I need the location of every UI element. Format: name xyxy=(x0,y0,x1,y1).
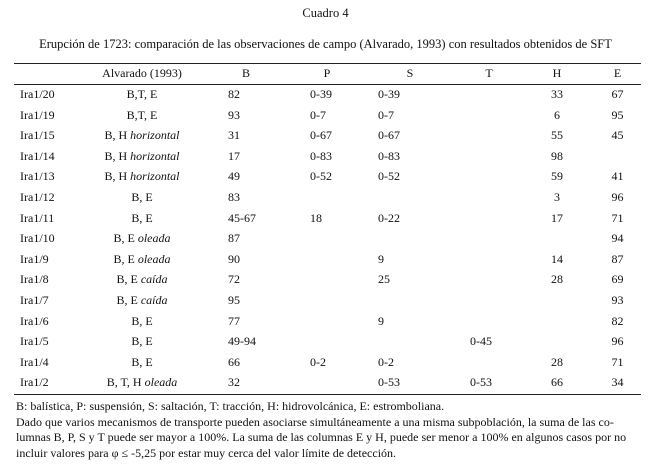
cell-b: 66 xyxy=(228,354,240,369)
alvarado-mechanisms: B, H xyxy=(104,169,131,184)
cell-p xyxy=(292,269,362,290)
table-row xyxy=(14,331,641,352)
cell-sample-id: Ira1/12 xyxy=(20,189,55,204)
notes-line-4: incluir valores para φ ≤ -5,25 por estar muy cerca del valor límite de detección. xyxy=(16,445,397,460)
table-row xyxy=(14,372,641,393)
header-b: B xyxy=(241,66,250,80)
cell-e: 45 xyxy=(611,128,624,143)
cell-t xyxy=(458,84,520,105)
cell-h: 55 xyxy=(551,128,563,143)
alvarado-qualifier: horizontal xyxy=(130,128,180,143)
cell-e: 71 xyxy=(611,210,624,225)
cell-s: 0-22 xyxy=(378,210,400,225)
cell-b: 49-94 xyxy=(228,334,256,349)
table-row xyxy=(14,105,641,126)
cell-t xyxy=(458,125,520,146)
notes-line-2: Dado que varios mecanismos de transporte pueden asociarse simultáneamente a una misma subpoblación, la suma de las co- xyxy=(16,414,614,429)
cell-sample-id: Ira1/5 xyxy=(20,334,49,349)
header-p: P xyxy=(323,66,331,80)
cell-b: 93 xyxy=(228,107,240,122)
cell-b: 49 xyxy=(228,169,240,184)
cell-b: 32 xyxy=(228,375,240,390)
alvarado-mechanisms: B, H xyxy=(104,128,131,143)
cell-p: 0-39 xyxy=(310,87,332,101)
cell-e: 82 xyxy=(611,313,624,328)
table-row xyxy=(14,146,641,167)
alvarado-mechanisms: B, E xyxy=(131,354,153,369)
cell-p: 0-52 xyxy=(310,169,332,184)
table-notes xyxy=(16,399,641,461)
cell-alvarado xyxy=(84,166,200,187)
cell-alvarado xyxy=(84,125,200,146)
cell-p xyxy=(292,228,362,249)
alvarado-qualifier: horizontal xyxy=(130,169,180,184)
comparison-table xyxy=(14,63,641,393)
cell-t xyxy=(458,311,520,332)
table-header xyxy=(14,63,641,84)
cell-e: 87 xyxy=(611,251,624,266)
cell-e: 41 xyxy=(611,169,624,184)
table-row xyxy=(14,208,641,229)
cell-h: 14 xyxy=(551,251,563,266)
cell-h: 6 xyxy=(554,107,560,122)
header-id xyxy=(14,63,84,84)
cell-h: 3 xyxy=(554,189,560,204)
alvarado-mechanisms: B, E xyxy=(116,272,141,287)
cell-t xyxy=(458,352,520,373)
cell-p: 0-67 xyxy=(310,128,332,143)
cell-s: 0-67 xyxy=(378,128,400,143)
cell-b: 31 xyxy=(228,128,240,143)
table-body xyxy=(14,84,641,393)
cell-p: 0-2 xyxy=(310,354,326,369)
alvarado-qualifier: oleada xyxy=(137,251,171,266)
cell-p xyxy=(292,311,362,332)
header-alvarado: Alvarado (1993) xyxy=(102,66,182,80)
cell-sample-id: Ira1/4 xyxy=(20,354,49,369)
table-row xyxy=(14,352,641,373)
cell-alvarado xyxy=(84,146,200,167)
cell-e: 96 xyxy=(611,334,624,349)
cell-e: 95 xyxy=(611,107,624,122)
cell-b: 83 xyxy=(228,189,240,204)
header-row xyxy=(14,63,641,84)
alvarado-qualifier: caída xyxy=(140,292,168,307)
cell-sample-id: Ira1/19 xyxy=(20,107,55,122)
cell-p: 0-7 xyxy=(310,107,326,122)
cell-h xyxy=(520,228,594,249)
cell-t: 0-53 xyxy=(470,375,492,390)
cell-s: 0-52 xyxy=(378,169,400,184)
cell-t xyxy=(458,290,520,311)
table-row xyxy=(14,187,641,208)
alvarado-qualifier: oleada xyxy=(137,231,171,246)
cell-alvarado xyxy=(84,84,200,105)
cell-sample-id: Ira1/14 xyxy=(20,148,55,163)
cell-h: 28 xyxy=(551,272,563,287)
cell-alvarado xyxy=(84,372,200,393)
cell-b: 90 xyxy=(228,251,240,266)
cell-p xyxy=(292,249,362,270)
alvarado-mechanisms: B, T, H xyxy=(106,375,145,390)
cell-b: 17 xyxy=(228,148,240,163)
alvarado-mechanisms: B,T, E xyxy=(126,107,158,122)
cell-h: 33 xyxy=(551,87,563,101)
alvarado-mechanisms: B, E xyxy=(131,210,153,225)
cell-s: 25 xyxy=(378,272,390,287)
cell-alvarado xyxy=(84,249,200,270)
cell-b: 45-67 xyxy=(228,210,256,225)
cell-e: 34 xyxy=(611,375,624,390)
cell-t xyxy=(458,166,520,187)
cell-alvarado xyxy=(84,208,200,229)
cell-e: 93 xyxy=(611,292,624,307)
cell-s: 0-39 xyxy=(378,87,400,101)
table-row xyxy=(14,249,641,270)
cell-p xyxy=(292,290,362,311)
alvarado-mechanisms: B, E xyxy=(113,231,138,246)
cell-s xyxy=(362,187,458,208)
cell-alvarado xyxy=(84,105,200,126)
cell-e: 71 xyxy=(611,354,624,369)
alvarado-qualifier: horizontal xyxy=(130,148,180,163)
cell-sample-id: Ira1/8 xyxy=(20,272,49,287)
cell-h: 28 xyxy=(551,354,563,369)
cell-s: 0-83 xyxy=(378,148,400,163)
cell-e: 69 xyxy=(611,272,624,287)
alvarado-mechanisms: B, E xyxy=(113,251,138,266)
cell-b: 82 xyxy=(228,87,240,101)
alvarado-mechanisms: B,T, E xyxy=(126,87,158,101)
bottom-rule xyxy=(14,394,641,395)
cell-h xyxy=(520,290,594,311)
cell-sample-id: Ira1/2 xyxy=(20,375,49,390)
cell-s: 0-7 xyxy=(378,107,394,122)
notes-line-3: lumnas B, P, S y T puede ser mayor a 100%. La suma de las columnas E y H, puede ser menor a 100% en algunos casos por no xyxy=(16,430,627,444)
cell-sample-id: Ira1/6 xyxy=(20,313,49,328)
cell-alvarado xyxy=(84,290,200,311)
cell-sample-id: Ira1/7 xyxy=(20,292,49,307)
cell-h: 98 xyxy=(551,148,563,163)
cell-h: 59 xyxy=(551,169,563,184)
cell-b: 87 xyxy=(228,231,240,246)
cell-h: 66 xyxy=(551,375,563,390)
header-h: H xyxy=(552,66,562,80)
header-s: S xyxy=(406,66,414,80)
cell-sample-id: Ira1/9 xyxy=(20,251,49,266)
cell-s xyxy=(362,331,458,352)
cell-h: 17 xyxy=(551,210,563,225)
alvarado-qualifier: oleada xyxy=(144,375,178,390)
cell-sample-id: Ira1/13 xyxy=(20,169,55,184)
cell-b: 72 xyxy=(228,272,240,287)
cell-e xyxy=(594,146,641,167)
cell-t xyxy=(458,105,520,126)
cell-alvarado xyxy=(84,228,200,249)
cell-p: 0-83 xyxy=(310,148,332,163)
cell-t xyxy=(458,228,520,249)
table-title: Erupción de 1723: comparación de las observaciones de campo (Alvarado, 1993) con resultados obtenidos de SFT xyxy=(39,37,612,51)
alvarado-mechanisms: B, E xyxy=(131,334,153,349)
table-row xyxy=(14,290,641,311)
cell-s: 0-53 xyxy=(378,375,400,390)
header-e: E xyxy=(613,66,622,80)
cell-sample-id: Ira1/20 xyxy=(20,87,55,101)
cell-alvarado xyxy=(84,311,200,332)
cell-alvarado xyxy=(84,187,200,208)
cell-h xyxy=(520,311,594,332)
table-row xyxy=(14,269,641,290)
notes-legend: B: balística, P: suspensión, S: saltación, T: tracción, H: hidrovolcánica, E: estromboliana. xyxy=(16,399,445,413)
cell-t xyxy=(458,208,520,229)
cell-t xyxy=(458,269,520,290)
cell-sample-id: Ira1/11 xyxy=(20,210,55,225)
cell-alvarado xyxy=(84,352,200,373)
header-t: T xyxy=(485,66,493,80)
table-row xyxy=(14,125,641,146)
cell-alvarado xyxy=(84,331,200,352)
cell-b: 95 xyxy=(228,292,240,307)
alvarado-mechanisms: B, E xyxy=(131,189,153,204)
cell-e: 94 xyxy=(611,231,624,246)
alvarado-qualifier: caída xyxy=(140,272,168,287)
cell-b: 77 xyxy=(228,313,240,328)
cell-s xyxy=(362,290,458,311)
cell-t xyxy=(458,249,520,270)
cell-e: 67 xyxy=(611,87,624,101)
cell-p xyxy=(292,187,362,208)
alvarado-mechanisms: B, H xyxy=(104,148,131,163)
cell-t: 0-45 xyxy=(470,334,492,349)
table-row xyxy=(14,228,641,249)
cell-t xyxy=(458,187,520,208)
cell-sample-id: Ira1/15 xyxy=(20,128,55,143)
cell-p: 18 xyxy=(310,210,322,225)
table-label: Cuadro 4 xyxy=(302,6,349,20)
table-row xyxy=(14,84,641,105)
alvarado-mechanisms: B, E xyxy=(116,292,141,307)
cell-p xyxy=(292,331,362,352)
alvarado-mechanisms: B, E xyxy=(131,313,153,328)
cell-s: 9 xyxy=(378,251,384,266)
cell-h xyxy=(520,331,594,352)
cell-t xyxy=(458,146,520,167)
cell-s: 0-2 xyxy=(378,354,394,369)
cell-s xyxy=(362,228,458,249)
cell-sample-id: Ira1/10 xyxy=(20,231,55,246)
cell-p xyxy=(292,372,362,393)
cell-e: 96 xyxy=(611,189,624,204)
cell-s: 9 xyxy=(378,313,384,328)
table-row xyxy=(14,311,641,332)
cell-alvarado xyxy=(84,269,200,290)
table-row xyxy=(14,166,641,187)
